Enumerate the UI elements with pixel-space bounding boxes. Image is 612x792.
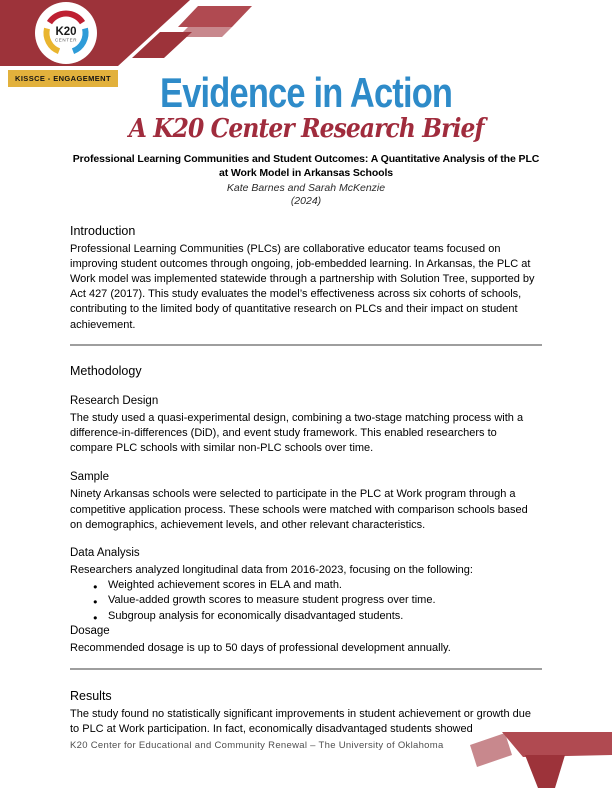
brief-subtitle: A K20 Center Research Brief	[128, 114, 484, 144]
introduction-paragraph: Professional Learning Communities (PLCs) are collaborative educator teams focused on improving student outcomes through ongoing, job-embedded learning. In Arkansas, the PLC at Work model was implemented statewide through a partnership with Solution Tree, supported by Act 427 (2017). This study evaluates the model’s effectiveness across six cohorts of schools, contributing to the limited body of quantitative research on PLCs and their impact on student achievement.	[70, 242, 535, 331]
dosage-heading: Dosage	[70, 624, 110, 637]
data-analysis-lead: Researchers analyzed longitudinal data from 2016-2023, focusing on the following:	[70, 564, 473, 577]
dosage-paragraph: Recommended dosage is up to 50 days of professional development annually.	[70, 641, 451, 654]
paper-heading-block	[0, 152, 612, 208]
footer-attribution: K20 Center for Educational and Community Renewal – The University of Oklahoma	[70, 740, 444, 751]
research-design-heading: Research Design	[70, 394, 159, 407]
k20-logo-text: K20	[55, 26, 77, 38]
research-design-paragraph: The study used a quasi-experimental design, combining a two-stage matching process with a difference-in-differences (DiD), and event study framework. This enabled researchers to compare PLC schools with similar non-PLC schools over time.	[70, 411, 524, 455]
paper-authors: Kate Barnes and Sarah McKenzie	[226, 181, 386, 194]
footer-dark-shape	[525, 755, 565, 788]
results-paragraph: The study found no statistically significant improvements in student achievement or growth due to PLC at Work participation. In fact, economically disadvantaged students showed	[70, 708, 532, 736]
footer-mid-shape	[502, 732, 612, 757]
banner-mid-stripe	[178, 6, 252, 27]
data-analysis-bullet: ● Value-added growth scores to measure student progress over time.	[93, 593, 542, 608]
footer-light-stripe	[470, 733, 512, 767]
section-divider-1	[70, 344, 542, 346]
data-analysis-bullet: ● Weighted achievement scores in ELA and math.	[93, 578, 542, 593]
methodology-heading: Methodology	[70, 363, 142, 378]
paper-title-line-2: at Work Model in Arkansas Schools	[218, 166, 394, 179]
data-analysis-bullet-list	[93, 578, 542, 624]
data-analysis-heading: Data Analysis	[70, 547, 140, 560]
introduction-heading: Introduction	[70, 223, 136, 238]
program-badge: KISSCE - ENGAGEMENT	[8, 70, 118, 87]
paper-title-line-1: Professional Learning Communities and Student Outcomes: A Quantitative Analysis of the PLC	[72, 152, 540, 165]
results-heading: Results	[70, 689, 112, 704]
sample-paragraph: Ninety Arkansas schools were selected to participate in the PLC at Work program through a competitive application process. These schools were matched with comparison schools based on demographics, achievement levels, and other relevant characteristics.	[70, 488, 528, 531]
k20-logo-subtext: CENTER	[54, 37, 78, 43]
k20-logo	[35, 2, 97, 64]
data-analysis-bullet: ● Subgroup analysis for economically disadvantaged students.	[93, 609, 542, 624]
section-divider-2	[70, 668, 542, 670]
footer-corner-graphic	[462, 722, 612, 792]
header-banner-graphic	[0, 0, 270, 70]
sample-heading: Sample	[70, 471, 109, 484]
brief-title: Evidence in Action	[159, 69, 453, 116]
document-body	[70, 224, 542, 738]
paper-year: (2024)	[290, 194, 322, 207]
